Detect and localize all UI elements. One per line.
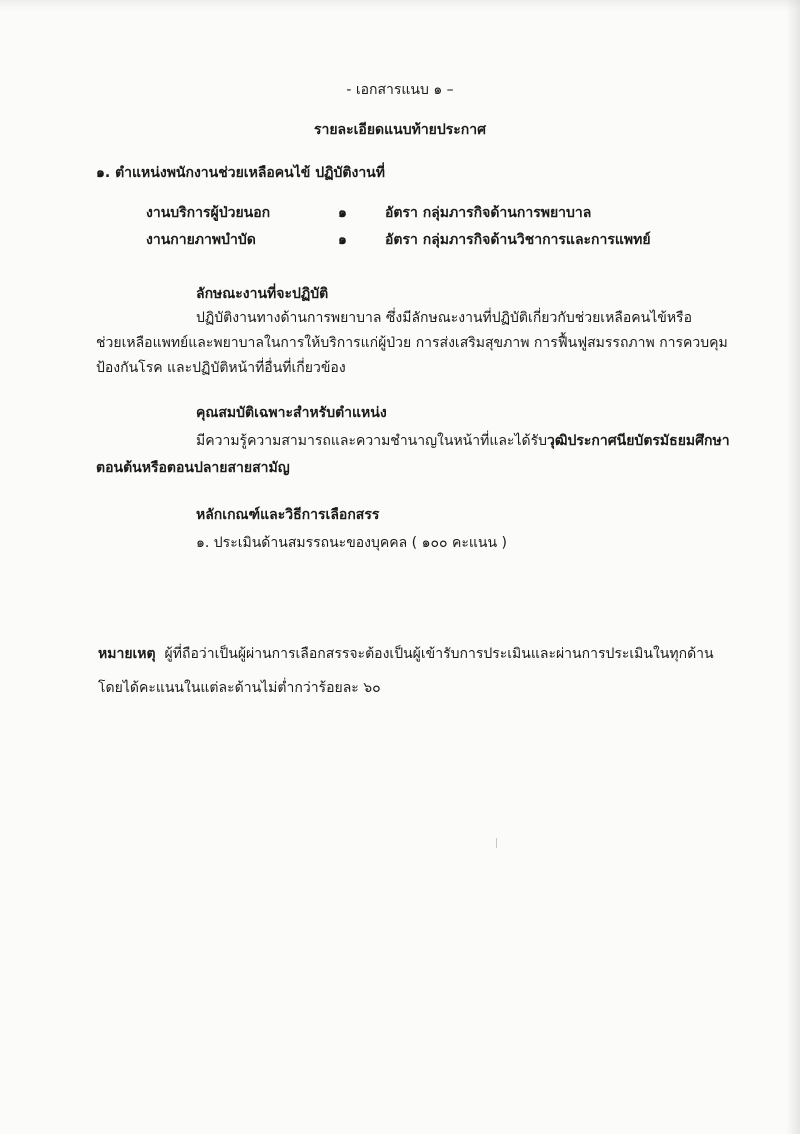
duties-line-1: ปฏิบัติงานทางด้านการพยาบาล ซึ่งมีลักษณะงานที่ปฏิบัติเกี่ยวกับช่วยเหลือคนไข้หรือ (196, 310, 692, 326)
scan-top-shadow (0, 0, 800, 10)
note-label: หมายเหตุ (98, 646, 156, 662)
qualifications-line-1 (196, 431, 730, 451)
scan-speck (496, 838, 497, 848)
unit-name-1: งานบริการผู้ป่วยนอก (146, 205, 271, 221)
qualifications-line-1-bold: วุฒิประกาศนียบัตรมัธยมศึกษา (547, 433, 730, 449)
qualifications-line-1-plain: มีความรู้ความสามารถและความชำนาญในหน้าที่และได้รับ (196, 433, 547, 449)
duties-line-2: ช่วยเหลือแพทย์และพยาบาลในการให้บริการแก่ผู้ป่วย การส่งเสริมสุขภาพ การฟื้นฟูสมรรถภาพ การควบคุม (96, 335, 728, 351)
unit-count-2: ๑ (338, 232, 347, 248)
duties-line-3: ป้องกันโรค และปฏิบัติหน้าที่อื่นที่เกี่ยวข้อง (96, 360, 346, 376)
note-line-2: โดยได้คะแนนในแต่ละด้านไม่ต่ำกว่าร้อยละ ๖๐ (98, 680, 381, 696)
unit-count-1: ๑ (338, 205, 347, 221)
position-heading: ๑. ตำแหน่งพนักงานช่วยเหลือคนไข้ ปฏิบัติงานที่ (96, 165, 385, 181)
note-line-1 (98, 644, 714, 664)
qualifications-heading: คุณสมบัติเฉพาะสำหรับตำแหน่ง (196, 405, 387, 421)
note-text-1: ผู้ที่ถือว่าเป็นผู้ผ่านการเลือกสรรจะต้องเป็นผู้เข้ารับการประเมินและผ่านการประเมินในทุกด้าน (164, 646, 714, 662)
duties-heading: ลักษณะงานที่จะปฏิบัติ (196, 286, 329, 302)
unit-name-2: งานกายภาพบำบัด (146, 232, 256, 248)
scan-edge-shadow (786, 0, 800, 1134)
unit-rate-2: อัตรา กลุ่มภารกิจด้านวิชาการและการแพทย์ (385, 232, 651, 248)
unit-rate-1: อัตรา กลุ่มภารกิจด้านการพยาบาล (385, 205, 592, 221)
selection-heading: หลักเกณฑ์และวิธีการเลือกสรร (196, 507, 380, 523)
document-title: รายละเอียดแนบท้ายประกาศ (313, 122, 487, 138)
attachment-label: - เอกสารแนบ ๑ – (346, 82, 454, 98)
selection-item-1: ๑. ประเมินด้านสมรรถนะของบุคคล ( ๑๐๐ คะแนน ) (196, 535, 507, 551)
qualifications-line-2: ตอนต้นหรือตอนปลายสายสามัญ (96, 460, 290, 476)
